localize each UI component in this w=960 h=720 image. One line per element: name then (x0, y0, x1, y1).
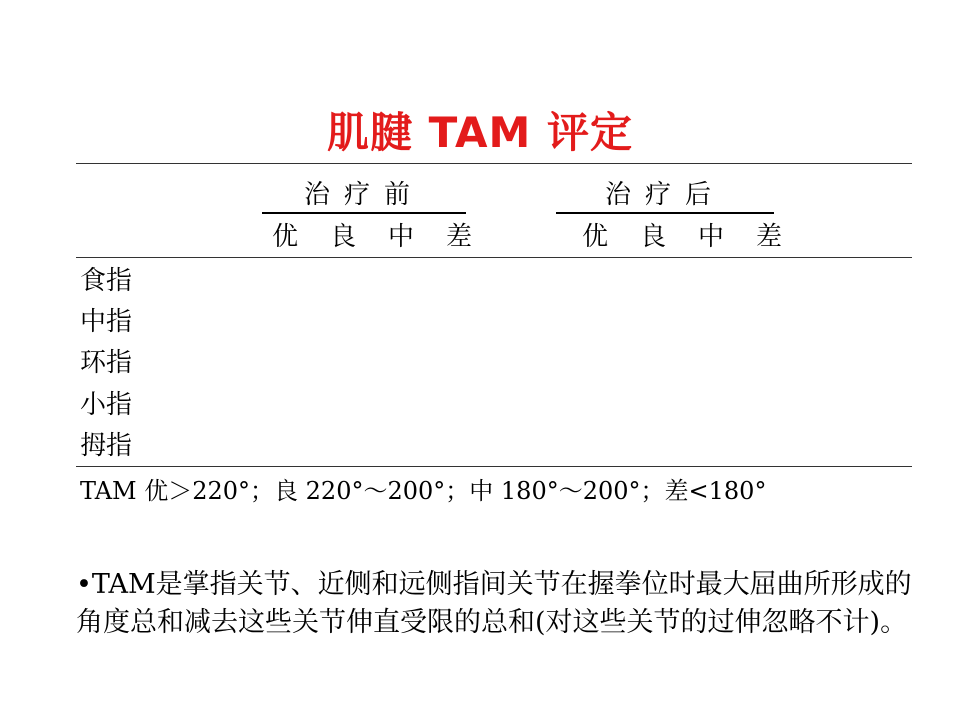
row-label-index: 食指 (80, 266, 133, 296)
group-header-before: 治疗前 (262, 180, 466, 214)
row-label-ring: 环指 (80, 348, 133, 378)
grade-good: 良 (330, 222, 357, 252)
table-bottom-rule (76, 466, 912, 467)
grade-poor: 差 (446, 222, 473, 252)
tam-definition-note: •TAM是掌指关节、近侧和远侧指间关节在握拳位时最大屈曲所形成的角度总和减去这些关节伸直受限的总和(对这些关节的过伸忽略不计)。 (76, 569, 912, 638)
grades-before (272, 222, 504, 252)
grades-after (582, 222, 814, 252)
grade-poor: 差 (756, 222, 783, 252)
grade-fair: 中 (698, 222, 725, 252)
slide-title: 肌腱 TAM 评定 (327, 108, 633, 157)
table-header-rule (76, 257, 912, 258)
grading-criteria: TAM 优＞220°；良 220°～200°；中 180°～200°；差<180° (80, 477, 767, 505)
group-header-after: 治疗后 (556, 180, 774, 214)
table-top-rule (76, 163, 912, 164)
row-label-thumb: 拇指 (80, 431, 133, 461)
grade-good: 良 (640, 222, 667, 252)
grade-excellent: 优 (272, 222, 299, 252)
row-label-little: 小指 (80, 390, 133, 420)
grade-excellent: 优 (582, 222, 609, 252)
row-label-middle: 中指 (80, 307, 133, 337)
grade-fair: 中 (388, 222, 415, 252)
